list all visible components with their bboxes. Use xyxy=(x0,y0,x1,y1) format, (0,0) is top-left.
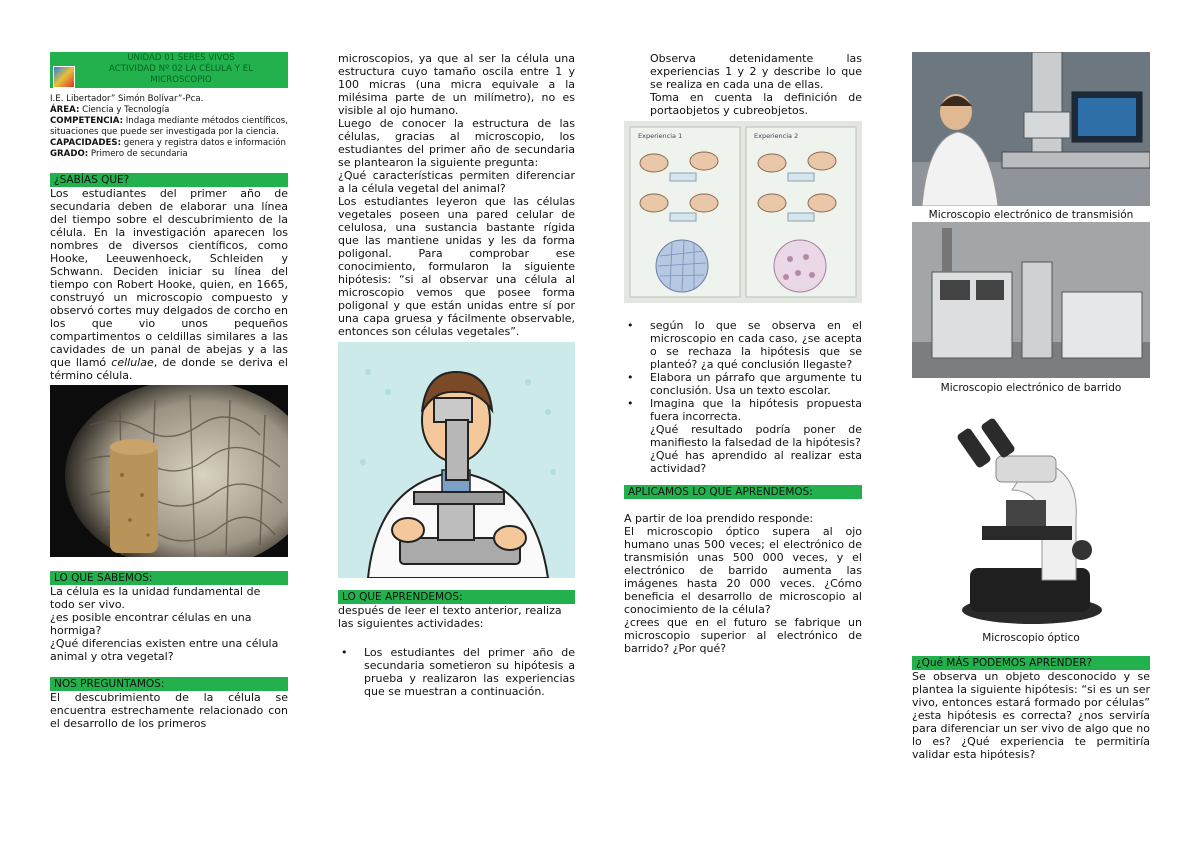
experiences-image xyxy=(624,121,862,303)
activity-title xyxy=(76,53,286,86)
reflection-sub-1: ¿Qué resultado podría poner de manifiesto la falsedad de la hipótesis? xyxy=(650,423,862,449)
mas-heading: ¿Qué MÁS PODEMOS APRENDER? xyxy=(912,656,1150,670)
optical-caption: Microscopio óptico xyxy=(982,632,1080,644)
aplicamos-intro: A partir de loa prendido responde: xyxy=(624,512,814,525)
column-1 xyxy=(50,52,288,730)
competencia-value: Indaga mediante métodos científicos, situaciones que puede ser investigada por la ciencia. xyxy=(50,116,288,137)
area-value: Ciencia y Tecnología xyxy=(79,105,170,115)
grado-label: GRADO: xyxy=(50,149,89,159)
optical-microscope-illustration xyxy=(912,400,1150,630)
aprendemos-bullet-1: • Los estudiantes del primer año de secundaria sometieron su hipótesis a prueba y realizaron las experiencias que se muestran a continuación. xyxy=(338,646,575,698)
aprendemos-bullets xyxy=(338,646,575,698)
reflection-bullet-1: • según lo que se observa en el microscopio en cada caso, ¿se acepta o se rechaza la hipótesis que se planteó? ¿a qué conclusión llegaste? xyxy=(624,319,862,371)
title-line-3: MICROSCOPIO xyxy=(150,75,212,85)
capacidades-value: genera y registra datos e información xyxy=(121,138,286,148)
reflection-sub-2: ¿Qué has aprendido al realizar esta actividad? xyxy=(650,449,862,475)
scientist-image xyxy=(338,342,575,578)
question-paragraph: ¿Qué características permiten diferenciar a la célula vegetal del animal? xyxy=(338,169,575,195)
capacidades-label: CAPACIDADES: xyxy=(50,138,122,148)
sabemos-line-1: La célula es la unidad fundamental de todo ser vivo. xyxy=(50,585,261,611)
sabemos-heading: LO QUE SABEMOS: xyxy=(50,571,288,585)
grado-line xyxy=(50,149,288,160)
area-label: ÁREA: xyxy=(50,105,80,115)
aprendemos-heading: LO QUE APRENDEMOS: xyxy=(338,590,575,604)
tem-illustration xyxy=(912,52,1150,206)
reflection-bullet-2: • Elabora un párrafo que argumente tu conclusión. Usa un texto escolar. xyxy=(624,371,862,397)
sabias-text-em: cellulae xyxy=(111,356,154,369)
sem-illustration xyxy=(912,222,1150,378)
sabemos-line-3: ¿Qué diferencias existen entre una célula animal y otra vegetal? xyxy=(50,637,279,663)
aplicamos-text: El microscopio óptico supera al ojo humano unas 500 veces; el electrónico de transmisión unas 500 000 veces, y el electrónico de barrido aumenta las imágenes hasta 20 000 veces. ¿Cómo beneficia el desarrollo de microscopio al conocimiento de la célula? xyxy=(624,525,862,616)
sem-caption: Microscopio electrónico de barrido xyxy=(940,382,1122,394)
optical-microscope-photo xyxy=(912,400,1150,630)
mas-text: Se observa un objeto desconocido y se plantea la siguiente hipótesis: “si es un ser vivo, entonces estará formado por células” ¿esta hipótesis es correcta? ¿nos serviría para diferenciar un ser vivo de algo que no lo es? ¿Qué experiencia te permitiría validar esta hipótesis? xyxy=(912,670,1150,761)
aprendemos-intro: después de leer el texto anterior, realiza las siguientes actividades: xyxy=(338,604,562,630)
sabias-heading: ¿SABÍAS QUE? xyxy=(50,173,288,187)
title-line-1: UNIDAD 01 SERES VIVOS xyxy=(127,53,235,63)
hipotesis-paragraph: Los estudiantes leyeron que las células vegetales poseen una pared celular de celulosa, una sustancia bastante rígida que las mantiene unidas y les da forma poligonal. Para comprobar ese conocimiento, formularon la siguiente hipótesis: “si al observar una célula al microscopio vemos que posee forma poligonal y que están unidas entre sí por una capa gruesa y fácilmente observable, entonces son células vegetales”. xyxy=(338,195,575,338)
capacidades-line xyxy=(50,138,288,149)
cork-cells-image xyxy=(50,385,288,557)
preguntamos-heading: NOS PREGUNTAMOS: xyxy=(50,677,288,691)
sabias-text xyxy=(50,187,288,382)
area-line xyxy=(50,105,288,116)
aplicamos-question-2: ¿crees que en el futuro se fabrique un microscopio superior al electrónico de barrido? ¿Por qué? xyxy=(624,616,862,655)
title-line-2: ACTIVIDAD Nº 02 LA CÉLULA Y EL xyxy=(109,64,253,74)
toma-paragraph: Toma en cuenta la definición de portaobjetos y cubreobjetos. xyxy=(650,91,862,117)
competencia-label: COMPETENCIA: xyxy=(50,116,124,126)
microscopios-paragraph: microscopios, ya que al ser la célula una estructura cuyo tamaño oscila entre 1 y 100 micras (una micra equivale a la milésima parte de un milímetro), no es visible al ojo humano. xyxy=(338,52,575,117)
experience-2-label: Experiencia 2 xyxy=(754,132,799,140)
school-logo-icon xyxy=(53,66,75,88)
observa-paragraph: Observa detenidamente las experiencias 1 y 2 y describe lo que se realiza en cada una de ellas. xyxy=(650,52,862,91)
tem-caption: Microscopio electrónico de transmisión xyxy=(928,209,1134,221)
preguntamos-text: El descubrimiento de la célula se encuentra estrechamente relacionado con el desarrollo de los primeros xyxy=(50,691,288,730)
column-2 xyxy=(338,52,575,698)
grado-value: Primero de secundaria xyxy=(88,149,188,159)
sabemos-line-2: ¿es posible encontrar células en una hormiga? xyxy=(50,611,252,637)
experiences-illustration xyxy=(624,121,862,303)
sem-photo xyxy=(912,222,1150,378)
column-3 xyxy=(624,52,862,655)
competencia-line xyxy=(50,116,288,138)
experience-1-label: Experiencia 1 xyxy=(638,132,683,140)
cork-cells-illustration xyxy=(50,385,288,557)
info-block xyxy=(50,94,288,160)
tem-photo xyxy=(912,52,1150,206)
institution: I.E. Libertador” Simón Bolívar”-Pca. xyxy=(50,94,204,104)
sabias-text-b: , de donde se deriva el término célula. xyxy=(50,356,288,382)
aplicamos-heading: APLICAMOS LO QUE APRENDEMOS: xyxy=(624,485,862,499)
sabias-text-a: Los estudiantes del primer año de secundaria deben de elaborar una línea del tiempo sobre el descubrimiento de la célula. En la investigación aparecen los nombres de diversos científicos, como Hooke, Leeuwenhoeck, Schleiden y Schwann. Deciden iniciar su línea del tiempo con Robert Hooke, quien, en 1665, construyó un microscopio compuesto y observó cortes muy delgados de corcho en los que vio unos pequeños compartimentos o celdillas similares a las cavidades de un panal de abejas y a las que llamó xyxy=(50,187,288,369)
scientist-illustration xyxy=(338,342,575,578)
column-4 xyxy=(912,52,1150,761)
reflection-bullet-3: • Imagina que la hipótesis propuesta fuera incorrecta. xyxy=(624,397,862,423)
estructura-paragraph: Luego de conocer la estructura de las células, gracias al microscopio, los estudiantes del primer año de secundaria se plantearon la siguiente pregunta: xyxy=(338,117,575,169)
reflection-bullets xyxy=(624,319,862,423)
activity-title-box xyxy=(50,52,288,88)
